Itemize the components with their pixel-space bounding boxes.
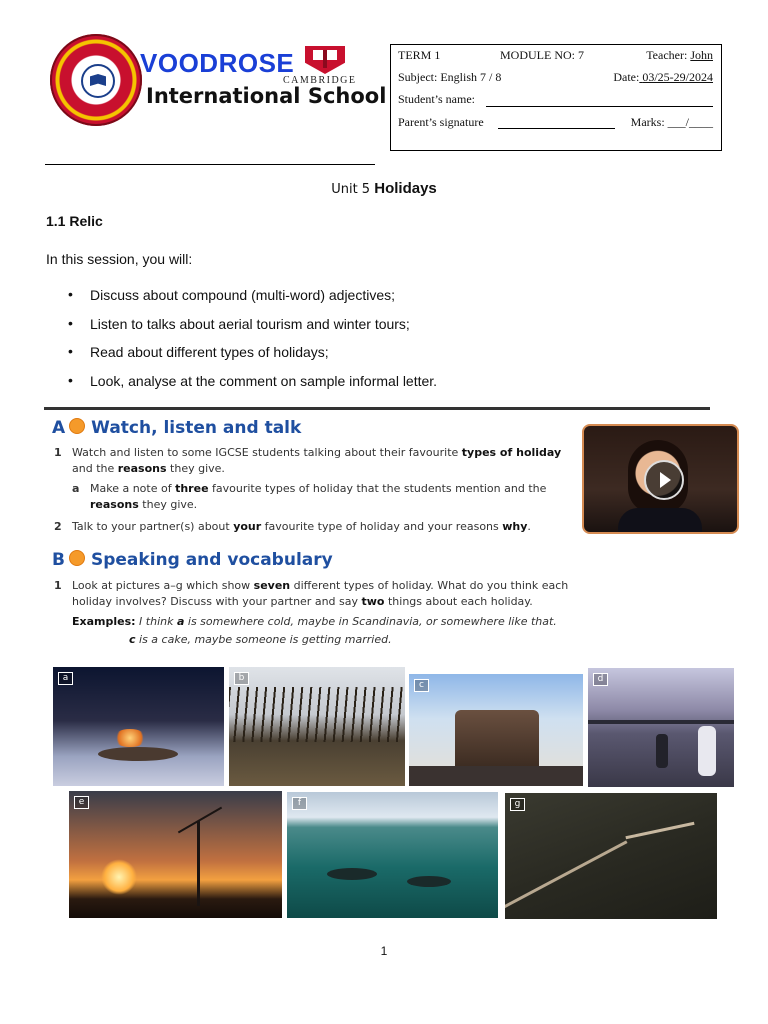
marks-label: Marks: ___/____ (630, 115, 713, 129)
page-number: 1 (380, 944, 388, 958)
photo-c-giant-cake (409, 674, 583, 786)
info-box (390, 44, 722, 151)
teacher-label: Teacher: (646, 48, 688, 62)
list-item: • Read about different types of holidays; (66, 344, 437, 373)
task-a1: 1 Watch and listen to some IGCSE students talking about their favourite types of holiday and the reasons they give. (54, 446, 562, 475)
objectives-list (66, 287, 437, 401)
intro-text: In this session, you will: (46, 251, 193, 267)
photo-label: d (593, 673, 608, 686)
module-label: MODULE NO: 7 (500, 48, 584, 62)
school-name: VOODROSE (140, 48, 295, 78)
photo-label: e (74, 796, 89, 809)
term-label: TERM 1 (398, 48, 441, 62)
photo-a-winter-camp (53, 667, 224, 786)
teacher-name: John (690, 48, 713, 62)
video-thumbnail[interactable] (582, 424, 739, 534)
date-value: 03/25-29/2024 (642, 70, 713, 84)
parent-signature-label: Parent’s signature (398, 115, 484, 129)
parent-signature-field[interactable] (498, 128, 615, 129)
list-item: • Discuss about compound (multi-word) adjectives; (66, 287, 437, 316)
photo-label: b (234, 672, 249, 685)
header-divider (45, 164, 375, 165)
photo-g-great-wall (505, 793, 717, 919)
photo-e-wind-turbines (69, 791, 282, 918)
photo-d-group-exercise (588, 668, 734, 787)
task-a1a: a Make a note of three favourite types of holiday that the students mention and the reasons they give. (72, 482, 547, 511)
student-name-field[interactable] (486, 106, 713, 107)
subject-label: Subject: English 7 / 8 (398, 70, 502, 84)
photo-label: c (414, 679, 429, 692)
unit-title: Unit 5 Holidays (331, 180, 437, 197)
speaking-icon (69, 550, 85, 566)
list-item: • Listen to talks about aerial tourism and winter tours; (66, 316, 437, 345)
school-seal-logo (50, 34, 142, 126)
cambridge-label: CAMBRIDGE (283, 75, 357, 86)
photo-b-historic-battle (229, 667, 405, 786)
date-label: Date: (613, 70, 640, 84)
task-a2: 2 Talk to your partner(s) about your favourite type of holiday and your reasons why. (54, 520, 531, 533)
cambridge-crest-logo (305, 46, 345, 74)
section-b-heading: B Speaking and vocabulary (52, 550, 333, 570)
photo-label: f (292, 797, 307, 810)
section-heading: 1.1 Relic (46, 213, 103, 229)
photo-f-dolphins (287, 792, 498, 918)
example-2: c is a cake, maybe someone is getting married. (129, 633, 392, 646)
photo-label: g (510, 798, 525, 811)
example-1: Examples: I think a is somewhere cold, maybe in Scandinavia, or somewhere like that. (72, 615, 557, 628)
play-icon[interactable] (644, 460, 684, 500)
listen-icon (69, 418, 85, 434)
section-a-heading: A Watch, listen and talk (52, 418, 302, 438)
photo-label: a (58, 672, 73, 685)
textbook-top-rule (44, 407, 710, 410)
student-name-label: Student’s name: (398, 92, 475, 106)
school-name-subtitle: International School (146, 84, 387, 108)
task-b1: 1 Look at pictures a–g which show seven different types of holiday. What do you think each holiday involves? Discuss with your partner and say two things about each holiday. (54, 579, 569, 608)
list-item: • Look, analyse at the comment on sample informal letter. (66, 373, 437, 402)
